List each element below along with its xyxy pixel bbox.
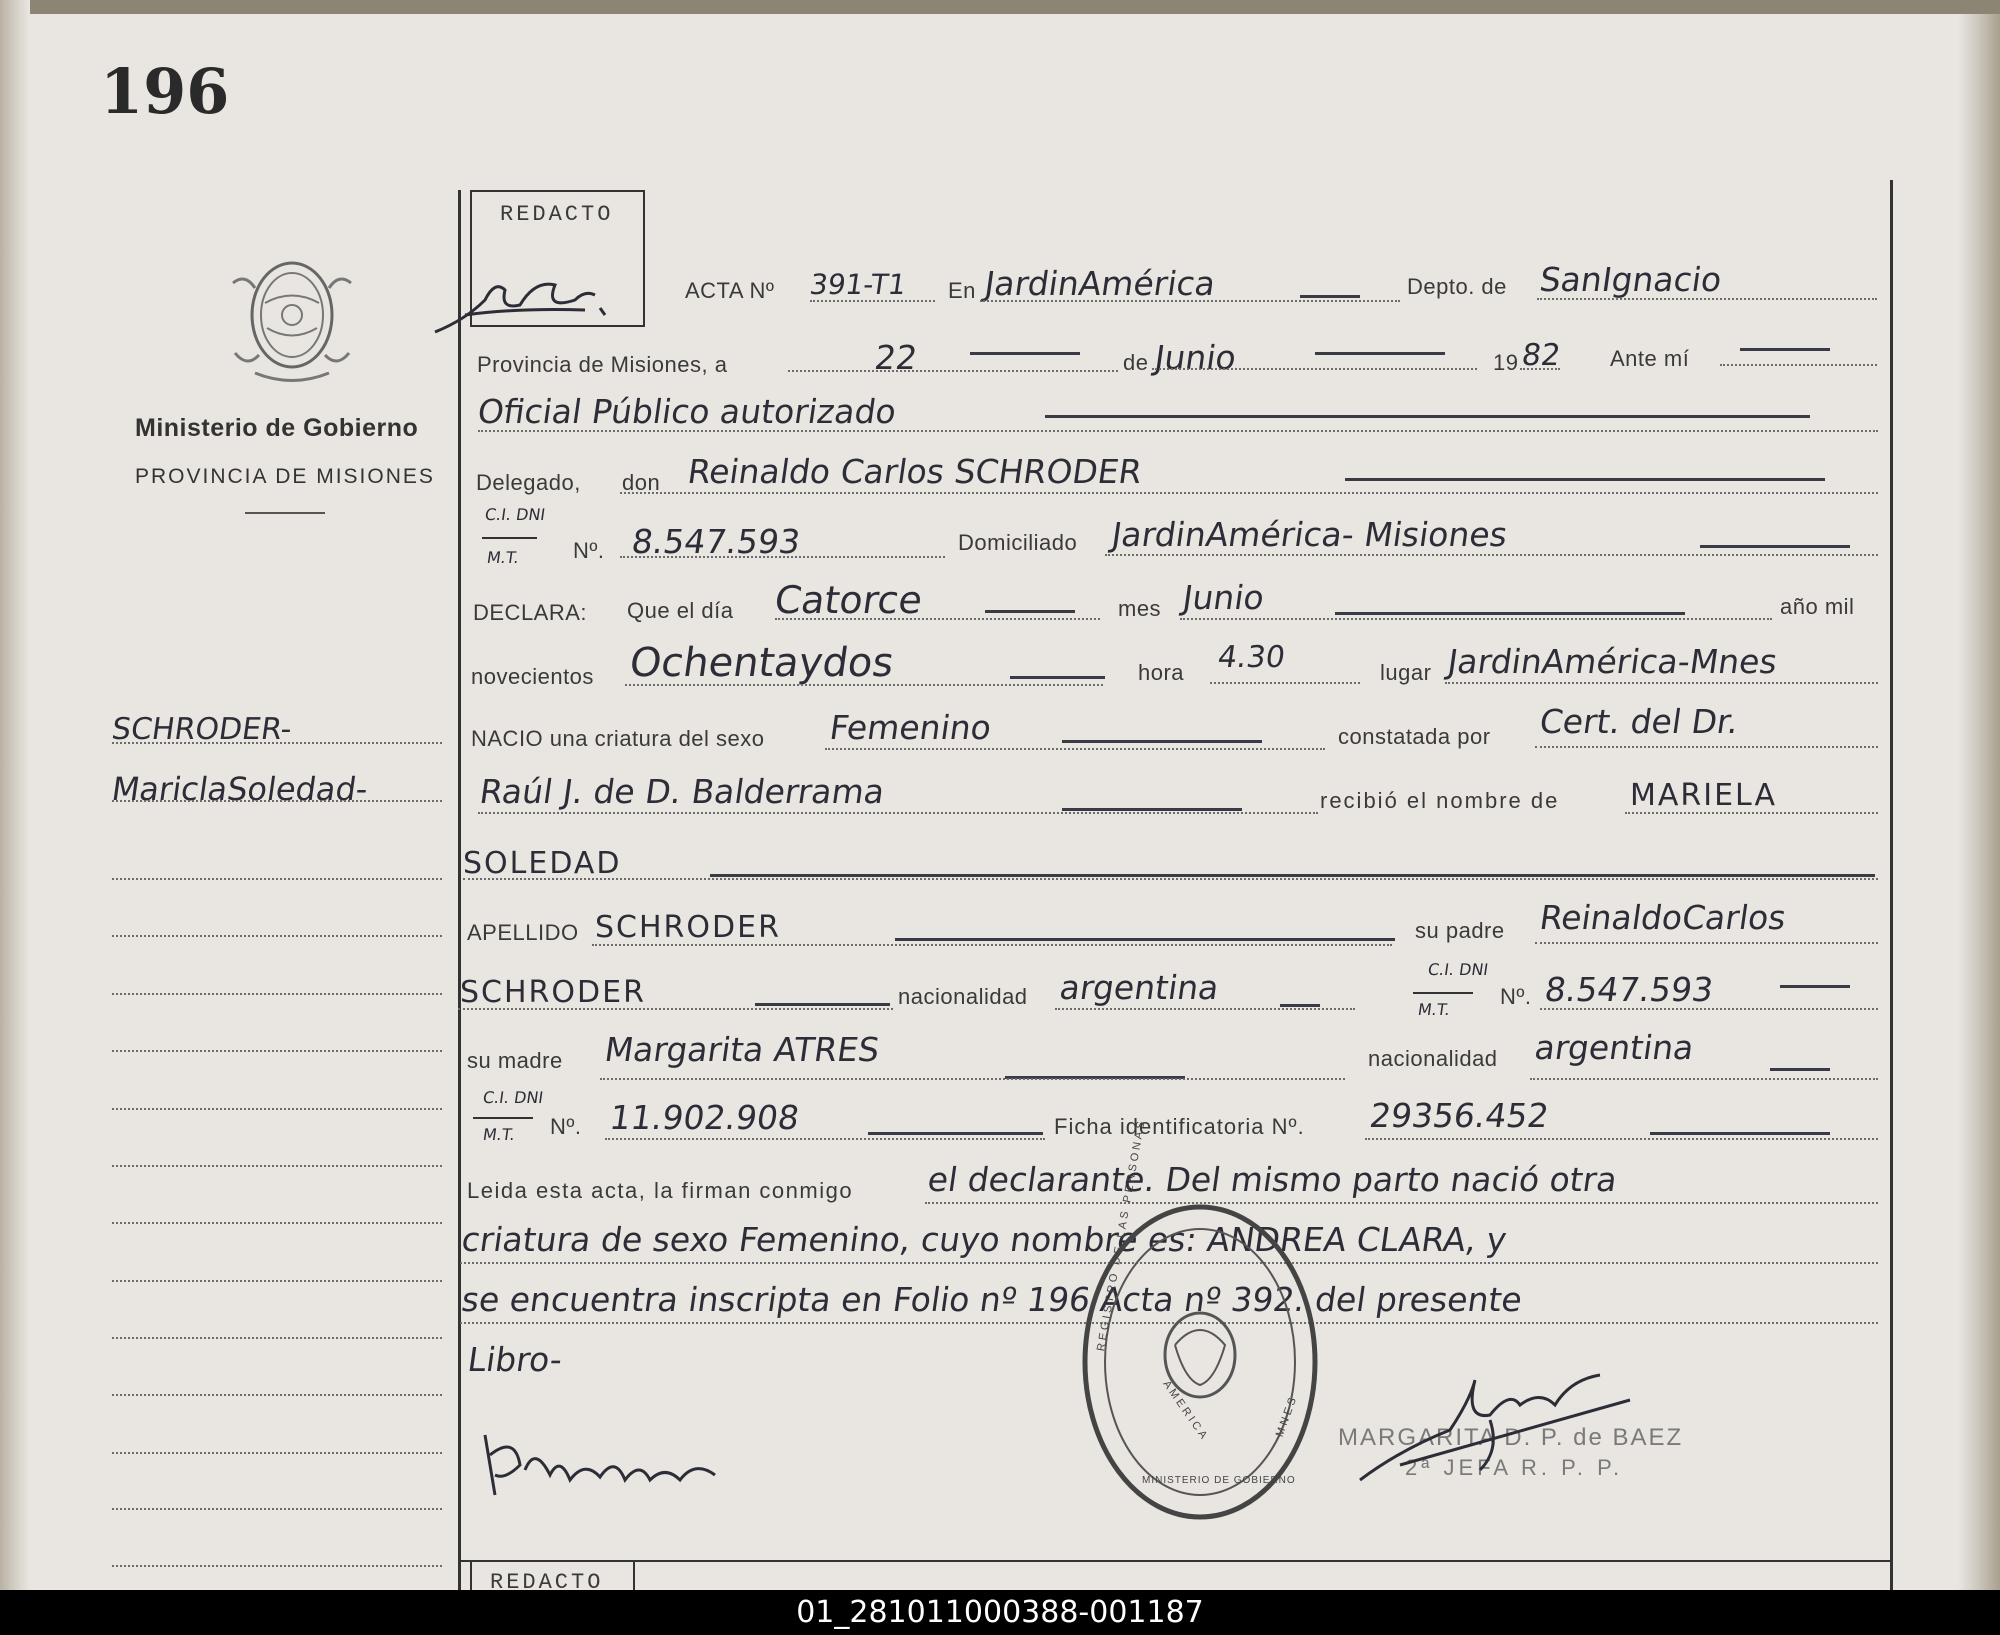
constatada-value: Cert. del Dr. bbox=[1537, 702, 1741, 741]
madre-doc-type-mt: M.T. bbox=[481, 1125, 517, 1144]
stamp-ring-text: REGISTRO DE LAS PERSONAS bbox=[1095, 1117, 1148, 1353]
lugar-label: lugar bbox=[1380, 660, 1432, 685]
delegado-name: Reinaldo Carlos SCHRODER bbox=[685, 452, 1145, 491]
redacto-box-right bbox=[643, 190, 645, 325]
domiciliado-label: Domiciliado bbox=[958, 530, 1078, 555]
padre-doc-type: C.I. DNI bbox=[1426, 960, 1490, 979]
nacio-label: NACIO una criatura del sexo bbox=[471, 726, 765, 751]
officer-line: Oficial Público autorizado bbox=[475, 392, 899, 431]
mes-label: mes bbox=[1118, 596, 1162, 621]
redacto-bottom-label: REDACTO bbox=[490, 1570, 604, 1590]
recibio-label: recibió el nombre de bbox=[1320, 788, 1560, 813]
provincia-label: Provincia de Misiones, a bbox=[477, 352, 728, 377]
de-label: de bbox=[1123, 350, 1149, 375]
padre-name-2: SCHRODER bbox=[460, 975, 646, 1010]
madre-nacionalidad-label: nacionalidad bbox=[1368, 1046, 1498, 1071]
birth-month: Junio bbox=[1180, 578, 1267, 617]
delegado-no-label: Nº. bbox=[573, 538, 605, 563]
madre-nacionalidad: argentina bbox=[1532, 1028, 1697, 1067]
note-line-3: se encuentra inscripta en Folio nº 196 Acta nº 392. del presente bbox=[459, 1280, 1525, 1319]
que-label: Que el día bbox=[627, 598, 734, 623]
given-name-2: SOLEDAD bbox=[463, 846, 622, 881]
stamp-bottom-text: MINISTERIO DE GOBIERNO bbox=[1142, 1475, 1296, 1486]
next-acta-top-line bbox=[458, 1560, 1893, 1562]
depto-label: Depto. de bbox=[1407, 274, 1507, 299]
padre-doc-number: 8.547.593 bbox=[1542, 970, 1716, 1009]
note-line-4: Libro- bbox=[465, 1340, 565, 1379]
padre-nacionalidad-label: nacionalidad bbox=[898, 984, 1028, 1009]
official-name: MARGARITA D. P. de BAEZ bbox=[1338, 1424, 1684, 1451]
ministry-subtitle: PROVINCIA DE MISIONES bbox=[135, 465, 435, 488]
birth-place: JardinAmérica-Mnes bbox=[1445, 642, 1780, 681]
birth-year: Ochentaydos bbox=[626, 640, 897, 686]
birth-day: Catorce bbox=[771, 578, 926, 622]
ficha-label: Ficha identificatoria Nº. bbox=[1054, 1114, 1305, 1139]
provincial-seal-icon bbox=[225, 243, 360, 393]
stamp-mnes-text: MNES bbox=[1273, 1393, 1301, 1439]
acta-label: ACTA Nº bbox=[685, 278, 775, 303]
padre-doc-type-mt: M.T. bbox=[1416, 1000, 1452, 1019]
margin-given-names: MariclaSoledad- bbox=[109, 770, 371, 808]
novecientos-label: novecientos bbox=[471, 664, 594, 689]
en-label: En bbox=[948, 278, 976, 303]
delegado-label: Delegado, bbox=[476, 470, 581, 495]
official-signature bbox=[1340, 1360, 1640, 1490]
redacto-initials-signature bbox=[425, 260, 635, 340]
note-line-2: criatura de sexo Femenino, cuyo nombre es: ANDREA CLARA, y bbox=[459, 1220, 1510, 1259]
padre-label: su padre bbox=[1415, 918, 1505, 943]
apellido-label: APELLIDO bbox=[467, 920, 579, 945]
footer-id: 01_281011000388-001187 bbox=[0, 1590, 2000, 1635]
margin-surname: SCHRODER- bbox=[109, 712, 294, 747]
form-left-border bbox=[458, 190, 461, 1590]
domicilio-value: JardinAmérica- Misiones bbox=[1109, 515, 1510, 554]
en-value: JardinAmérica bbox=[982, 264, 1218, 303]
day-value: 22 bbox=[872, 338, 920, 377]
madre-name: Margarita ATRES bbox=[602, 1030, 882, 1069]
birth-hour: 4.30 bbox=[1215, 640, 1288, 675]
sex-value: Femenino bbox=[827, 708, 994, 747]
ministry-title: Ministerio de Gobierno bbox=[135, 414, 419, 442]
madre-doc-number: 11.902.908 bbox=[607, 1098, 802, 1137]
stamp-lower-text: AMERICA bbox=[1160, 1378, 1211, 1444]
next-redacto-box-right bbox=[633, 1560, 635, 1590]
year-suffix: 82 bbox=[1519, 338, 1563, 373]
padre-name-1: ReinaldoCarlos bbox=[1537, 898, 1789, 937]
doctor-name: Raúl J. de D. Balderrama bbox=[477, 772, 888, 811]
hora-label: hora bbox=[1138, 660, 1185, 685]
note-line-1: el declarante. Del mismo parto nació otra bbox=[925, 1160, 1620, 1199]
delegado-doc-type-mt: M.T. bbox=[485, 548, 521, 567]
form-right-border bbox=[1890, 180, 1893, 1590]
page-number: 196 bbox=[100, 55, 230, 128]
year-prefix: 19 bbox=[1493, 350, 1519, 375]
official-title: 2ª JEFA R. P. P. bbox=[1405, 1455, 1624, 1480]
depto-value: SanIgnacio bbox=[1537, 260, 1725, 299]
page-top-edge bbox=[0, 0, 2000, 14]
padre-no-label: Nº. bbox=[1500, 984, 1532, 1009]
delegado-doc-number: 8.547.593 bbox=[629, 522, 803, 561]
padre-nacionalidad: argentina bbox=[1057, 968, 1222, 1007]
redacto-box-top bbox=[470, 190, 645, 192]
ante-label: Ante mí bbox=[1610, 346, 1690, 371]
declarant-signature bbox=[475, 1425, 735, 1505]
page-right-edge bbox=[1958, 14, 2000, 1590]
don-label: don bbox=[622, 470, 661, 495]
madre-no-label: Nº. bbox=[550, 1114, 582, 1139]
delegado-doc-type: C.I. DNI bbox=[483, 505, 547, 524]
constatada-label: constatada por bbox=[1338, 724, 1491, 749]
madre-doc-type: C.I. DNI bbox=[481, 1088, 545, 1107]
declara-label: DECLARA: bbox=[473, 600, 588, 625]
next-redacto-box-left bbox=[470, 1560, 472, 1590]
apellido-value: SCHRODER bbox=[595, 910, 781, 945]
month-value: Junio bbox=[1152, 338, 1239, 377]
acta-number: 391-T1 bbox=[807, 268, 909, 301]
given-name-1: MARIELA bbox=[1630, 778, 1777, 813]
ficha-value: 29356.452 bbox=[1367, 1096, 1552, 1135]
madre-label: su madre bbox=[467, 1048, 563, 1073]
leida-label: Leida esta acta, la firman conmigo bbox=[467, 1178, 854, 1203]
ministry-divider bbox=[245, 512, 325, 514]
book-spine bbox=[0, 0, 30, 1590]
ano-label: año mil bbox=[1780, 594, 1855, 619]
redacto-label: REDACTO bbox=[500, 202, 614, 227]
